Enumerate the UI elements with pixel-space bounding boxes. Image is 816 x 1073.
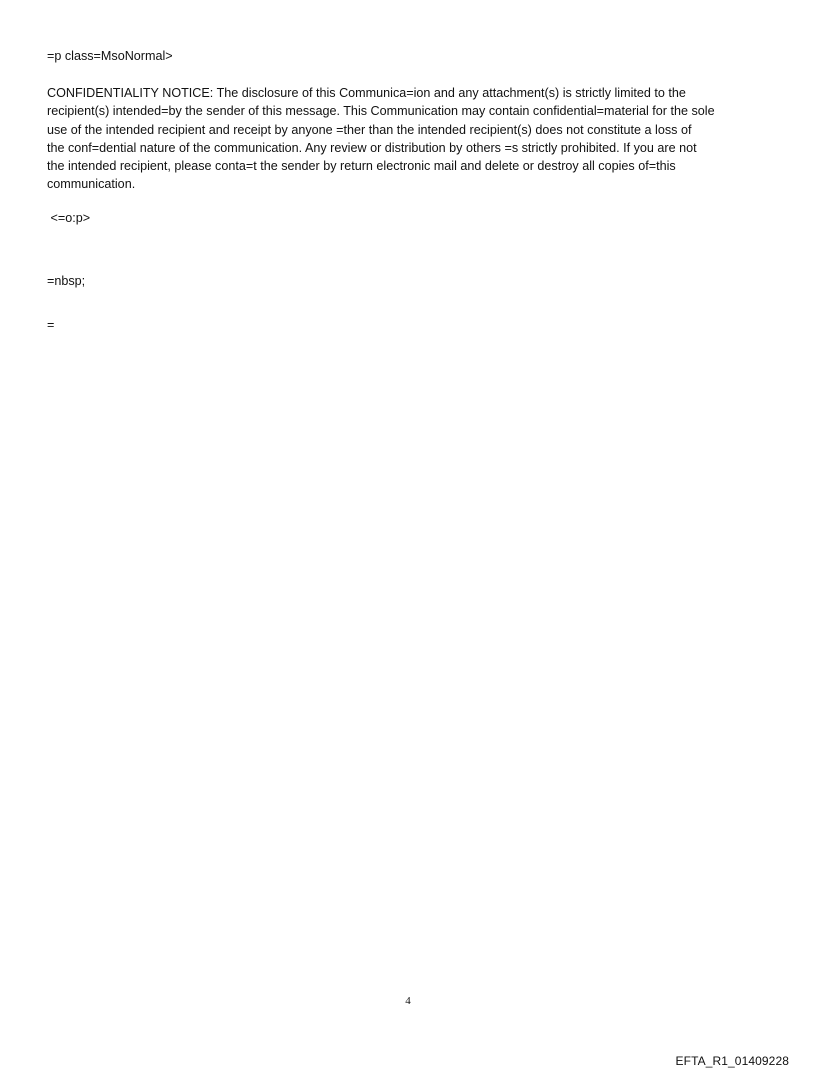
- page-number: 4: [405, 995, 411, 1007]
- notice-line: recipient(s) intended=by the sender of this message. This Communication may contain confidential=material for the sole: [47, 104, 715, 119]
- nbsp-line: =nbsp;: [47, 274, 86, 288]
- html-fragment-line: =p class=MsoNormal>: [47, 49, 173, 63]
- notice-line: the conf=dential nature of the communication. Any review or distribution by others =s strictly prohibited. If you are not: [47, 140, 697, 155]
- document-id: EFTA_R1_01409228: [675, 1054, 789, 1068]
- notice-line: CONFIDENTIALITY NOTICE: The disclosure of this Communica=ion and any attachment(s) is strictly limited to the: [47, 86, 686, 100]
- confidentiality-notice: [47, 84, 777, 194]
- notice-line: use of the intended recipient and receipt by anyone =ther than the intended recipient(s) does not constitute a loss of: [47, 122, 692, 137]
- notice-line: communication.: [47, 177, 136, 192]
- equals-line: =: [47, 318, 55, 332]
- notice-line: the intended recipient, please conta=t the sender by return electronic mail and delete or destroy all copies of=this: [47, 159, 676, 174]
- op-tag-line: <=o:p>: [47, 211, 91, 225]
